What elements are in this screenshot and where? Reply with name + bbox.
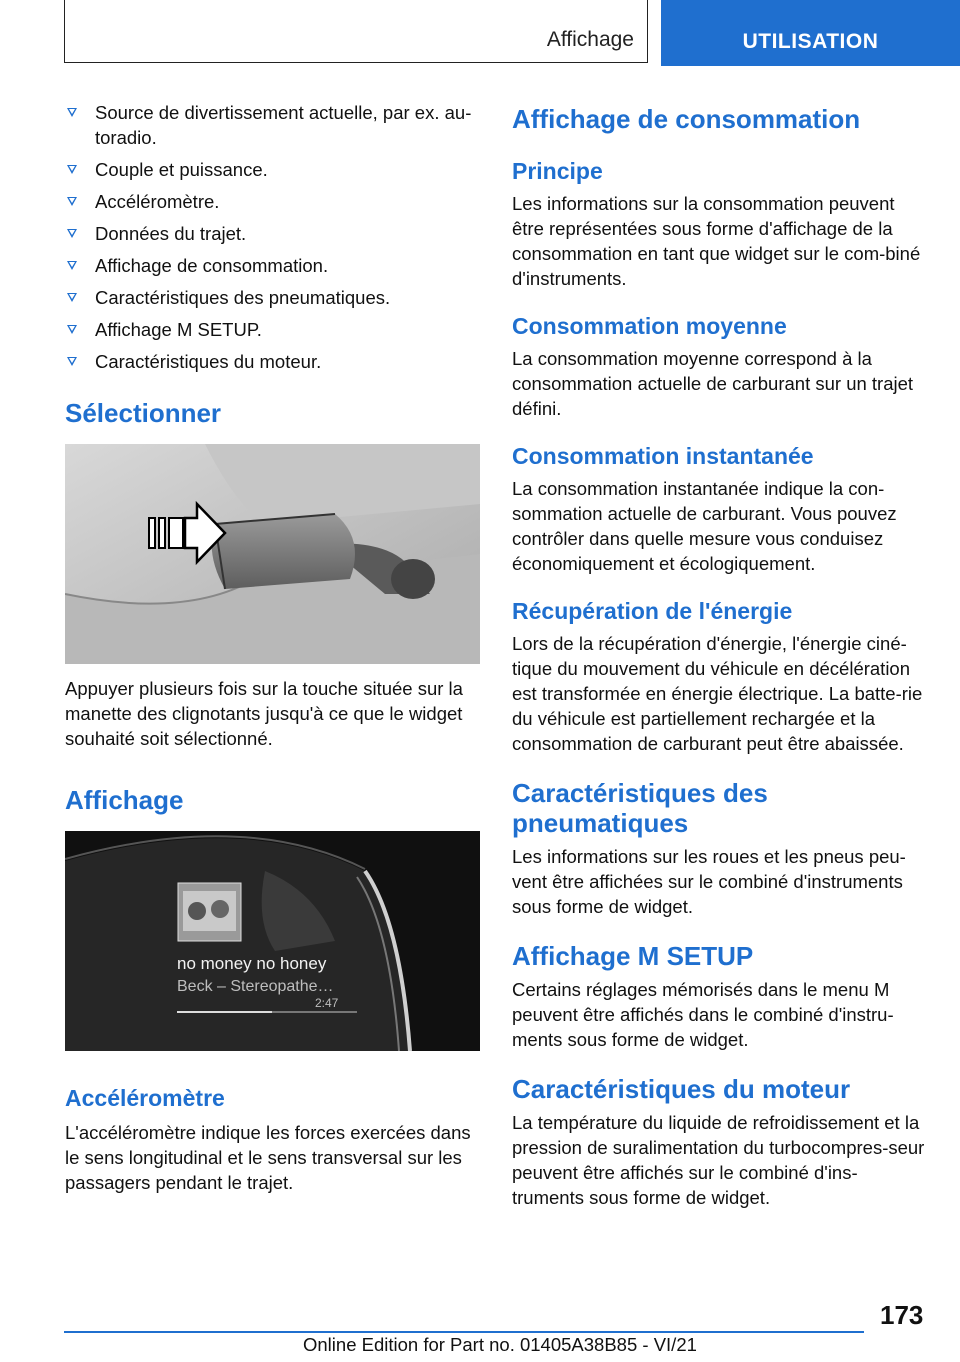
triangle-bullet-icon — [67, 357, 77, 366]
tyre-characteristics-heading: Caractéristiques des pneumatiques — [512, 778, 768, 838]
list-item — [65, 100, 480, 150]
list-item — [65, 253, 480, 278]
triangle-bullet-icon — [67, 165, 77, 174]
turn-signal-lever-image — [65, 444, 480, 664]
list-item — [65, 317, 480, 342]
widget-list — [65, 100, 480, 374]
m-setup-paragraph: Certains réglages mémorisés dans le menu M peuvent être affichés dans le combiné d'instru-ments sous forme de widget. — [512, 979, 894, 1050]
consumption-heading: Affichage de consommation — [512, 104, 861, 134]
left-column — [65, 100, 480, 1195]
triangle-bullet-icon — [67, 108, 77, 117]
instrument-cluster-image — [65, 831, 480, 1051]
list-item-text: Accéléromètre. — [95, 191, 220, 212]
page-number: 173 — [880, 1300, 924, 1330]
list-item — [65, 221, 480, 246]
energy-recuperation-heading: Récupération de l'énergie — [512, 598, 793, 624]
artist-name: Beck – Stereopathe… — [177, 978, 334, 995]
list-item-text: Couple et puissance. — [95, 159, 268, 180]
header-section-title: Affichage — [546, 28, 634, 51]
footer-edition: Online Edition for Part no. 01405A38B85 - VI/21 — [303, 1334, 697, 1355]
triangle-bullet-icon — [67, 261, 77, 270]
header-chapter-label: UTILISATION — [742, 30, 879, 53]
select-paragraph: Appuyer plusieurs fois sur la touche située sur la manette des clignotants jusqu'à ce que le widget souhaité soit sélectionné. — [65, 678, 463, 749]
list-item — [65, 285, 480, 310]
list-item-text: Affichage M SETUP. — [95, 319, 262, 340]
footer-divider — [64, 1331, 864, 1333]
accelerometer-heading: Accéléromètre — [65, 1085, 225, 1111]
instant-consumption-heading: Consommation instantanée — [512, 443, 814, 469]
list-item-text: Caractéristiques des pneumatiques. — [95, 287, 391, 308]
tyre-characteristics-paragraph: Les informations sur les roues et les pneus peu-vent être affichées sur le combiné d'instruments sous forme de widget. — [512, 846, 906, 917]
m-setup-heading: Affichage M SETUP — [512, 941, 754, 971]
select-heading: Sélectionner — [65, 398, 222, 428]
energy-recuperation-paragraph: Lors de la récupération d'énergie, l'énergie ciné-tique du mouvement du véhicule en décélération est transformée en énergie électrique. La batte-rie du véhicule est partiellement rechargée et la consommation de carburant peut être abaissée. — [512, 633, 923, 754]
list-item — [65, 349, 480, 374]
triangle-bullet-icon — [67, 325, 77, 334]
list-item-text: Source de divertissement actuelle, par ex. au- toradio. — [95, 102, 472, 148]
list-item-text: Caractéristiques du moteur. — [95, 351, 322, 372]
display-heading: Affichage — [65, 785, 184, 815]
triangle-bullet-icon — [67, 197, 77, 206]
right-column — [512, 100, 928, 1210]
triangle-bullet-icon — [67, 229, 77, 238]
instant-consumption-paragraph: La consommation instantanée indique la con-sommation actuelle de carburant. Vous pouvez contrôler dans quelle mesure vous conduisez économiquement et écologiquement. — [512, 478, 897, 574]
principle-paragraph: Les informations sur la consommation peuvent être représentées sous forme d'affichage de la consommation en tant que widget sur le com-biné d'instruments. — [512, 193, 921, 289]
list-item-text: Affichage de consommation. — [95, 255, 329, 276]
average-consumption-heading: Consommation moyenne — [512, 313, 787, 339]
list-item — [65, 157, 480, 182]
track-time: 2:47 — [315, 996, 339, 1010]
average-consumption-paragraph: La consommation moyenne correspond à la consommation actuelle de carburant sur un trajet défini. — [512, 348, 914, 419]
principle-heading: Principe — [512, 158, 603, 184]
list-item — [65, 189, 480, 214]
accelerometer-paragraph: L'accéléromètre indique les forces exercées dans le sens longitudinal et le sens transversal sur les passagers pendant le trajet. — [65, 1122, 471, 1193]
engine-characteristics-heading: Caractéristiques du moteur — [512, 1074, 851, 1104]
list-item-text: Données du trajet. — [95, 223, 247, 244]
triangle-bullet-icon — [67, 293, 77, 302]
engine-characteristics-paragraph: La température du liquide de refroidissement et la pression de suralimentation du turbocompres-seur peuvent être affichés sur le combiné d'ins-truments sous forme de widget. — [512, 1112, 925, 1208]
header-chapter-tab — [661, 0, 960, 66]
song-title: no money no honey — [177, 954, 327, 973]
